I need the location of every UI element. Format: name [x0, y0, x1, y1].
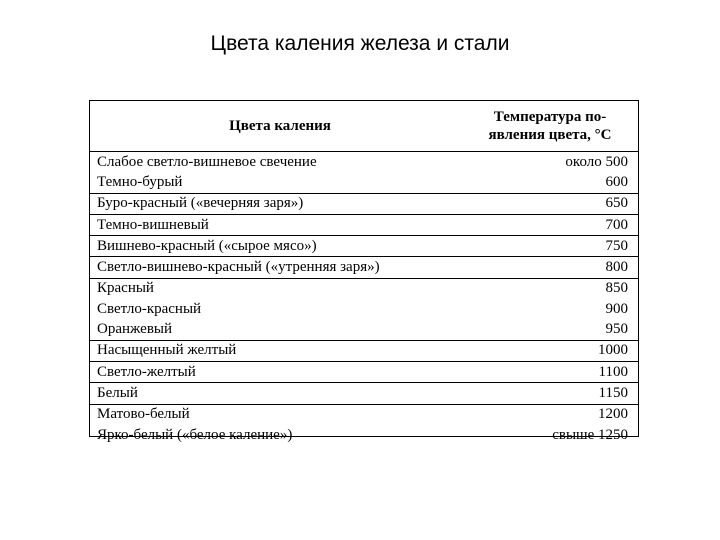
- row-temp: 600: [470, 172, 638, 193]
- row-color: Красный: [97, 280, 154, 297]
- row-color: Ярко-белый («белое каление»): [97, 426, 293, 443]
- row-color: Слабое светло-вишневое свечение: [97, 153, 317, 170]
- row-color: Буро-красный («вечерняя заря»): [90, 193, 470, 214]
- row-temp: свыше 1250: [552, 426, 628, 443]
- row-color: Белый: [90, 383, 470, 404]
- table-row: [90, 425, 638, 445]
- row-temp: 1150: [470, 383, 638, 404]
- row-temp: 1100: [470, 361, 638, 382]
- table-row: [90, 172, 638, 193]
- header-temperature: [470, 101, 638, 152]
- row-temp: 1000: [470, 340, 638, 361]
- table-row: [90, 278, 638, 299]
- row-color: Светло-красный: [97, 300, 202, 317]
- table-row: [90, 236, 638, 257]
- header-color: Цвета каления: [90, 101, 470, 152]
- table-header-row: [90, 101, 638, 152]
- table-row: [90, 383, 638, 404]
- table-row: [90, 257, 638, 278]
- row-temp: 1200: [598, 406, 628, 423]
- row-color: Светло-вишнево-красный («утренняя заря»): [90, 257, 470, 278]
- row-temp: 800: [470, 257, 638, 278]
- row-temp: 700: [470, 214, 638, 235]
- row-temp: 850: [605, 280, 628, 297]
- row-color: Светло-желтый: [90, 361, 470, 382]
- table-row: [90, 152, 638, 173]
- row-temp: 750: [470, 236, 638, 257]
- temperature-table: [89, 100, 639, 443]
- row-temp: около 500: [565, 153, 628, 170]
- row-color: Насыщенный желтый: [90, 340, 470, 361]
- table-row: [90, 404, 638, 425]
- row-temp: 650: [470, 193, 638, 214]
- row-color: Оранжевый: [90, 319, 470, 340]
- temperature-table-grid: [90, 101, 638, 445]
- row-color: Темно-бурый: [90, 172, 470, 193]
- row-temp: 900: [605, 300, 628, 317]
- table-row: [90, 299, 638, 319]
- row-temp: 950: [470, 319, 638, 340]
- table-row: [90, 340, 638, 361]
- table-row: [90, 319, 638, 340]
- row-color: Матово-белый: [97, 406, 190, 423]
- header-temperature-line2: явления цвета, °С: [488, 127, 612, 143]
- table-row: [90, 214, 638, 235]
- table-row: [90, 193, 638, 214]
- table-row: [90, 361, 638, 382]
- page-title: Цвета каления железа и стали: [210, 32, 510, 55]
- row-color: Вишнево-красный («сырое мясо»): [90, 236, 470, 257]
- row-color: Темно-вишневый: [90, 214, 470, 235]
- header-temperature-line1: Температура по-: [493, 109, 607, 125]
